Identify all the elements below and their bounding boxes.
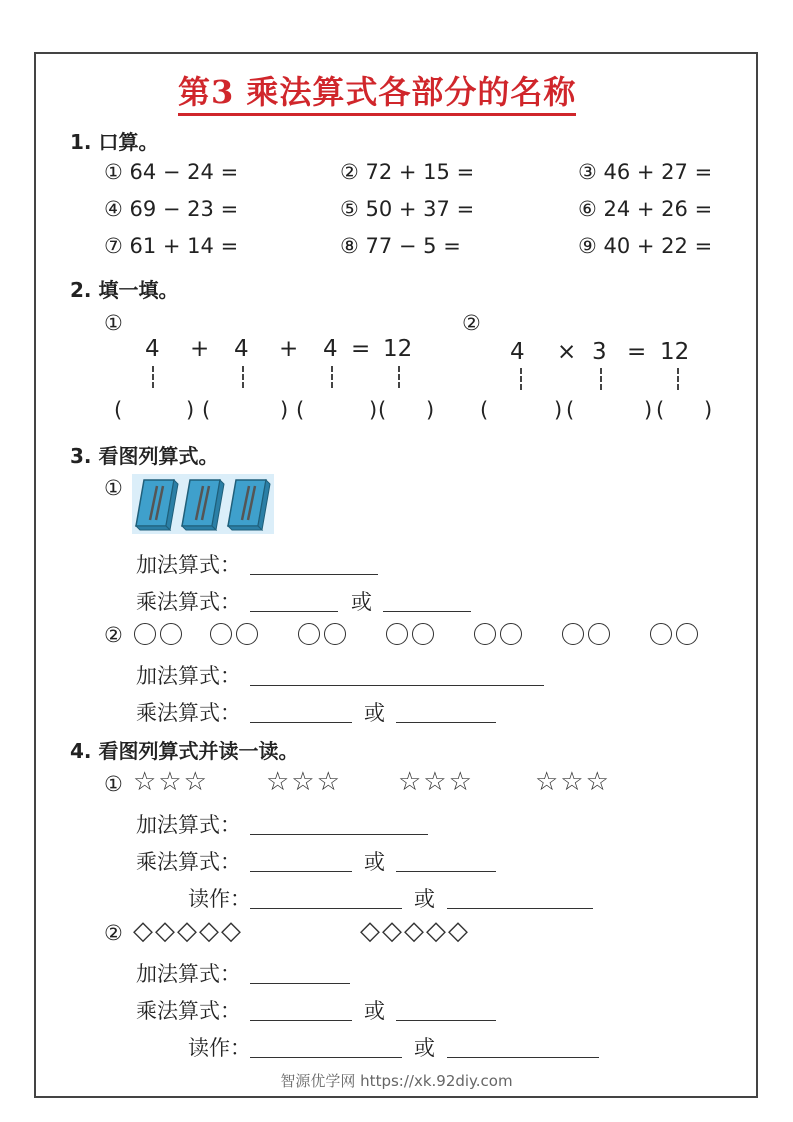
answer-paren-open: ( <box>656 398 665 422</box>
pencil-box-icon <box>136 480 178 530</box>
pencil-box-icon <box>228 480 270 530</box>
answer-line <box>447 1057 599 1058</box>
circle-pair <box>134 623 186 645</box>
guide-dash <box>331 366 333 388</box>
circle-icon <box>298 623 320 645</box>
answer-line <box>250 574 378 575</box>
section-4-heading: 4. 看图列算式并读一读。 <box>70 739 299 763</box>
answer-paren-open: ( <box>566 398 575 422</box>
answer-line <box>396 871 496 872</box>
oral-item: ② 72 + 15 = <box>340 160 475 184</box>
answer-line <box>250 983 350 984</box>
multiplication-label: 乘法算式： <box>136 999 241 1023</box>
answer-paren-close: ) <box>186 398 195 422</box>
answer-paren-close: ) <box>280 398 289 422</box>
answer-line <box>250 685 544 686</box>
oral-item: ④ 69 − 23 = <box>104 197 239 221</box>
addition-label: 加法算式： <box>136 813 241 837</box>
answer-line <box>383 611 471 612</box>
answer-paren-open: ( <box>114 398 123 422</box>
multiplication-label: 乘法算式： <box>136 701 241 725</box>
addition-label: 加法算式： <box>136 553 241 577</box>
equation-term: 4 <box>145 336 160 362</box>
circle-icon <box>676 623 698 645</box>
item-marker: ② <box>462 311 481 335</box>
circle-icon <box>324 623 346 645</box>
footer-watermark: 智源优学网 https://xk.92diy.com <box>280 1072 513 1090</box>
equation-term: 12 <box>383 336 413 362</box>
read-as-label: 读作： <box>188 887 251 911</box>
circle-icon <box>588 623 610 645</box>
or-label: 或 <box>364 850 385 874</box>
circle-icon <box>500 623 522 645</box>
circle-icon <box>474 623 496 645</box>
equation-term: 3 <box>592 339 607 365</box>
guide-dash <box>520 368 522 390</box>
pencil-box-icon <box>182 480 224 530</box>
page-title: 第3 乘法算式各部分的名称 <box>178 72 576 116</box>
multiplication-label: 乘法算式： <box>136 850 241 874</box>
circle-icon <box>412 623 434 645</box>
answer-paren-open: ( <box>378 398 387 422</box>
answer-paren-open: ( <box>480 398 489 422</box>
guide-dash <box>398 366 400 388</box>
answer-line <box>250 871 352 872</box>
oral-item: ⑨ 40 + 22 = <box>578 234 713 258</box>
equation-term: 4 <box>234 336 249 362</box>
circle-pair <box>386 623 438 645</box>
circle-pair <box>210 623 262 645</box>
item-marker: ② <box>104 623 123 647</box>
answer-paren-close: ) <box>704 398 713 422</box>
answer-line <box>396 722 496 723</box>
equation-op: + <box>190 336 210 362</box>
star-group: ☆☆☆ <box>535 767 611 797</box>
answer-paren-open: ( <box>202 398 211 422</box>
answer-line <box>250 611 338 612</box>
answer-line <box>396 1020 496 1021</box>
item-marker: ① <box>104 311 123 335</box>
equation-op: + <box>279 336 299 362</box>
guide-dash <box>242 366 244 388</box>
guide-dash <box>152 366 154 388</box>
circle-icon <box>386 623 408 645</box>
item-marker: ① <box>104 476 123 500</box>
circle-icon <box>562 623 584 645</box>
oral-item: ③ 46 + 27 = <box>578 160 713 184</box>
guide-dash <box>600 368 602 390</box>
star-group: ☆☆☆ <box>266 767 342 797</box>
section-2-heading: 2. 填一填。 <box>70 278 179 302</box>
or-label: 或 <box>414 1036 435 1060</box>
star-group: ☆☆☆ <box>398 767 474 797</box>
oral-item: ⑦ 61 + 14 = <box>104 234 239 258</box>
or-label: 或 <box>364 999 385 1023</box>
diamond-group: ◇◇◇◇◇ <box>133 916 243 946</box>
answer-paren-close: ) <box>644 398 653 422</box>
answer-line <box>447 908 593 909</box>
addition-label: 加法算式： <box>136 664 241 688</box>
read-as-label: 读作： <box>188 1036 251 1060</box>
equation-op: × <box>557 339 577 365</box>
equation-term: 12 <box>660 339 690 365</box>
circle-icon <box>236 623 258 645</box>
equation-op: = <box>351 336 371 362</box>
answer-paren-close: ) <box>426 398 435 422</box>
oral-item: ⑥ 24 + 26 = <box>578 197 713 221</box>
circle-group-row <box>134 623 702 645</box>
section-3-heading: 3. 看图列算式。 <box>70 444 219 468</box>
circle-icon <box>210 623 232 645</box>
circle-icon <box>160 623 182 645</box>
diamond-group: ◇◇◇◇◇ <box>360 916 470 946</box>
item-marker: ② <box>104 921 123 945</box>
answer-paren-open: ( <box>296 398 305 422</box>
addition-label: 加法算式： <box>136 962 241 986</box>
or-label: 或 <box>364 701 385 725</box>
equation-term: 4 <box>323 336 338 362</box>
answer-line <box>250 908 402 909</box>
answer-line <box>250 722 352 723</box>
answer-line <box>250 1057 402 1058</box>
answer-line <box>250 1020 352 1021</box>
or-label: 或 <box>414 887 435 911</box>
oral-item: ⑧ 77 − 5 = <box>340 234 461 258</box>
equation-op: = <box>627 339 647 365</box>
oral-item: ① 64 − 24 = <box>104 160 239 184</box>
oral-item: ⑤ 50 + 37 = <box>340 197 475 221</box>
circle-icon <box>650 623 672 645</box>
equation-term: 4 <box>510 339 525 365</box>
or-label: 或 <box>351 590 372 614</box>
pencil-box-image <box>132 474 274 534</box>
guide-dash <box>677 368 679 390</box>
section-1-heading: 1. 口算。 <box>70 130 159 154</box>
star-group: ☆☆☆ <box>133 767 209 797</box>
answer-paren-close: ) <box>369 398 378 422</box>
multiplication-label: 乘法算式： <box>136 590 241 614</box>
answer-paren-close: ) <box>554 398 563 422</box>
circle-pair <box>650 623 702 645</box>
circle-pair <box>474 623 526 645</box>
circle-icon <box>134 623 156 645</box>
answer-line <box>250 834 428 835</box>
item-marker: ① <box>104 772 123 796</box>
circle-pair <box>562 623 614 645</box>
circle-pair <box>298 623 350 645</box>
